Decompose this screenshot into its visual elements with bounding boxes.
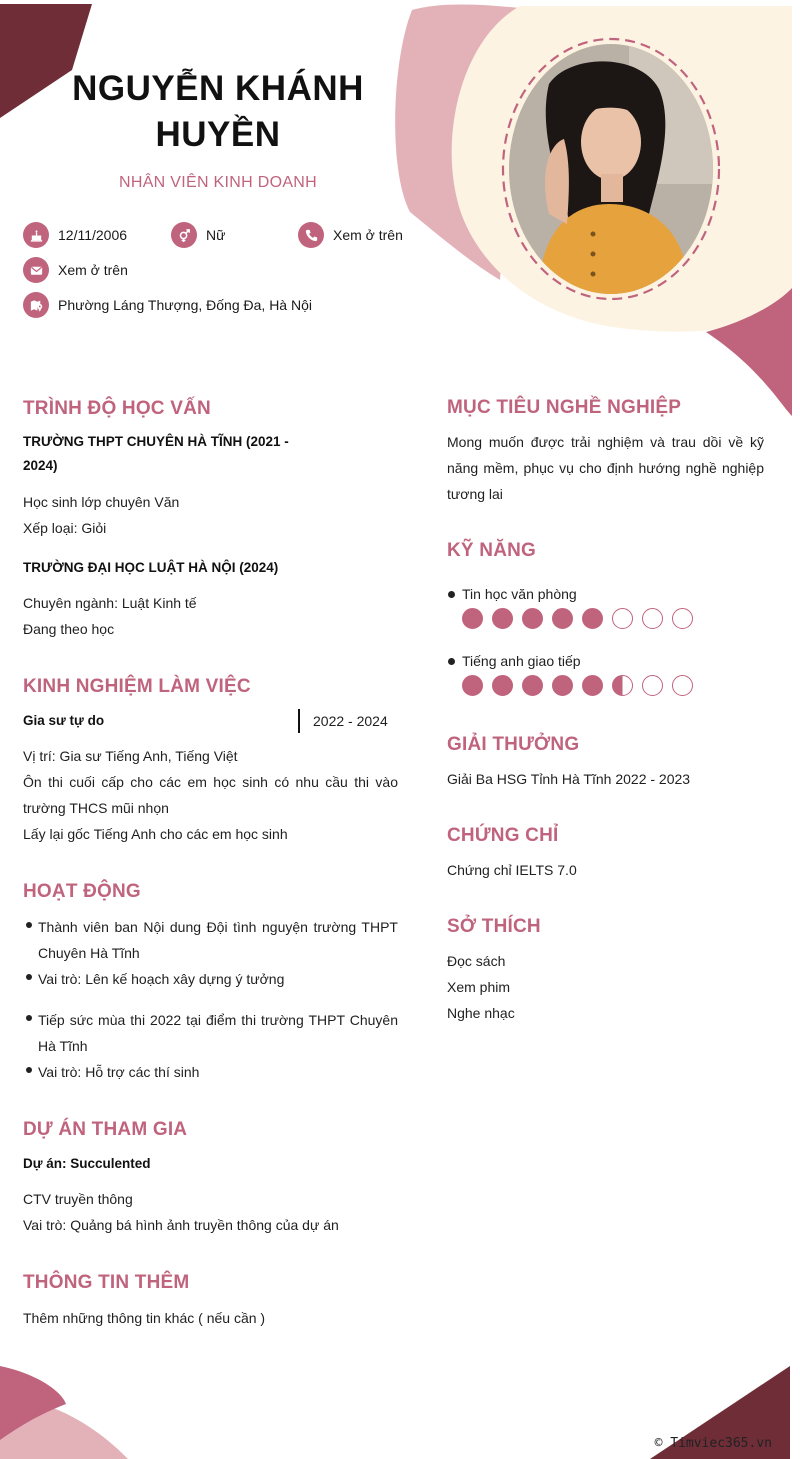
school-1-line-1: Học sinh lớp chuyên Văn — [23, 494, 180, 510]
awards-text: Giải Ba HSG Tỉnh Hà Tĩnh 2022 - 2023 — [447, 771, 691, 787]
school-1-name: TRƯỜNG THPT CHUYÊN HÀ TĨNH (2021 - 2024) — [23, 434, 289, 473]
skill-dot — [582, 675, 603, 696]
skill-dot — [522, 675, 543, 696]
school-2-name: TRƯỜNG ĐẠI HỌC LUẬT HÀ NỘI (2024) — [23, 560, 279, 575]
skill-dot — [612, 675, 633, 696]
project-name: Dự án: Succulented — [23, 1156, 151, 1171]
birthday-info — [23, 222, 127, 248]
project-line-2: Vai trò: Quảng bá hình ảnh truyền thông của dự án — [23, 1217, 339, 1233]
portrait-illustration — [509, 44, 713, 294]
skills-title: KỸ NĂNG — [447, 540, 537, 561]
experience-line-3: Lấy lại gốc Tiếng Anh cho các em học sinh — [23, 826, 288, 842]
activity-item: Tiếp sức mùa thi 2022 tại điểm thi trường THPT Chuyên Hà Tĩnh — [24, 1007, 398, 1059]
extra-info-text: Thêm những thông tin khác ( nếu cần ) — [23, 1310, 266, 1326]
certificates-text: Chứng chỉ IELTS 7.0 — [447, 862, 577, 878]
phone-info — [298, 222, 403, 248]
experience-line-1: Vị trí: Gia sư Tiếng Anh, Tiếng Việt — [23, 748, 238, 764]
candidate-name: NGUYỄN KHÁNH HUYỀN — [72, 69, 364, 154]
birthday-value: 12/11/2006 — [58, 227, 128, 243]
objective-text: Mong muốn được trải nghiệm và trau dồi về kỹ năng mềm, phục vụ cho định hướng nghề nghiệp tương lai — [447, 434, 764, 502]
gender-value: Nữ — [206, 227, 226, 243]
skill-dot — [672, 675, 693, 696]
skill-dot — [552, 675, 573, 696]
awards-title: GIẢI THƯỞNG — [447, 734, 580, 755]
gender-info — [171, 222, 225, 248]
skill-dot — [582, 608, 603, 629]
skill-dot — [462, 608, 483, 629]
extra-info-title: THÔNG TIN THÊM — [23, 1272, 190, 1293]
skill-dot — [612, 608, 633, 629]
school-2-line-1: Chuyên ngành: Luật Kinh tế — [23, 595, 197, 611]
phone-value: Xem ở trên — [333, 227, 403, 243]
skill-dot — [642, 675, 663, 696]
projects-title: DỰ ÁN THAM GIA — [23, 1119, 188, 1140]
cake-icon — [23, 222, 49, 248]
certificates-title: CHỨNG CHỈ — [447, 825, 559, 846]
hobby-item: Xem phim — [447, 979, 511, 995]
profile-photo — [509, 44, 713, 294]
skill-dot — [642, 608, 663, 629]
objective-title: MỤC TIÊU NGHỀ NGHIỆP — [447, 397, 682, 418]
experience-period: 2022 - 2024 — [313, 713, 388, 729]
activity-item: Vai trò: Lên kế hoạch xây dựng ý tưởng — [24, 966, 398, 992]
skill-dot — [672, 608, 693, 629]
skill-dot — [462, 675, 483, 696]
address-value: Phường Láng Thượng, Đống Đa, Hà Nội — [58, 297, 312, 313]
email-value: Xem ở trên — [58, 262, 128, 278]
activities-title: HOẠT ĐỘNG — [23, 881, 141, 902]
skill-dot — [492, 675, 513, 696]
phone-icon — [298, 222, 324, 248]
activity-item: Vai trò: Hỗ trợ các thí sinh — [24, 1059, 398, 1085]
profile-photo-frame — [500, 36, 722, 302]
map-pin-icon — [23, 292, 49, 318]
footer-copyright: © Timviec365.vn — [654, 1436, 772, 1451]
project-line-1: CTV truyền thông — [23, 1191, 133, 1207]
job-position: NHÂN VIÊN KINH DOANH — [118, 174, 318, 191]
skill-dot — [552, 608, 573, 629]
skill-name: Tiếng anh giao tiếp — [447, 653, 581, 669]
experience-title: KINH NGHIỆM LÀM VIỆC — [23, 676, 251, 697]
email-info — [23, 257, 128, 283]
education-title: TRÌNH ĐỘ HỌC VẤN — [23, 398, 211, 419]
skill-rating — [462, 675, 702, 696]
period-divider — [298, 709, 300, 733]
school-2-line-2: Đang theo học — [23, 621, 115, 637]
skill-dot — [522, 608, 543, 629]
activity-item: Thành viên ban Nội dung Đội tình nguyện trường THPT Chuyên Hà Tĩnh — [24, 914, 398, 966]
hobbies-title: SỞ THÍCH — [447, 916, 541, 937]
experience-line-2: Ôn thi cuối cấp cho các em học sinh có nhu cầu thi vào trường THCS mũi nhọn — [23, 774, 398, 816]
skill-name: Tin học văn phòng — [447, 586, 577, 602]
address-info — [23, 292, 312, 318]
experience-role: Gia sư tự do — [23, 713, 105, 728]
skill-dot — [492, 608, 513, 629]
school-1-line-2: Xếp loại: Giỏi — [23, 520, 107, 536]
hobby-item: Đọc sách — [447, 953, 506, 969]
mail-icon — [23, 257, 49, 283]
hobby-item: Nghe nhạc — [447, 1005, 515, 1021]
skill-rating — [462, 608, 702, 629]
gender-icon — [171, 222, 197, 248]
